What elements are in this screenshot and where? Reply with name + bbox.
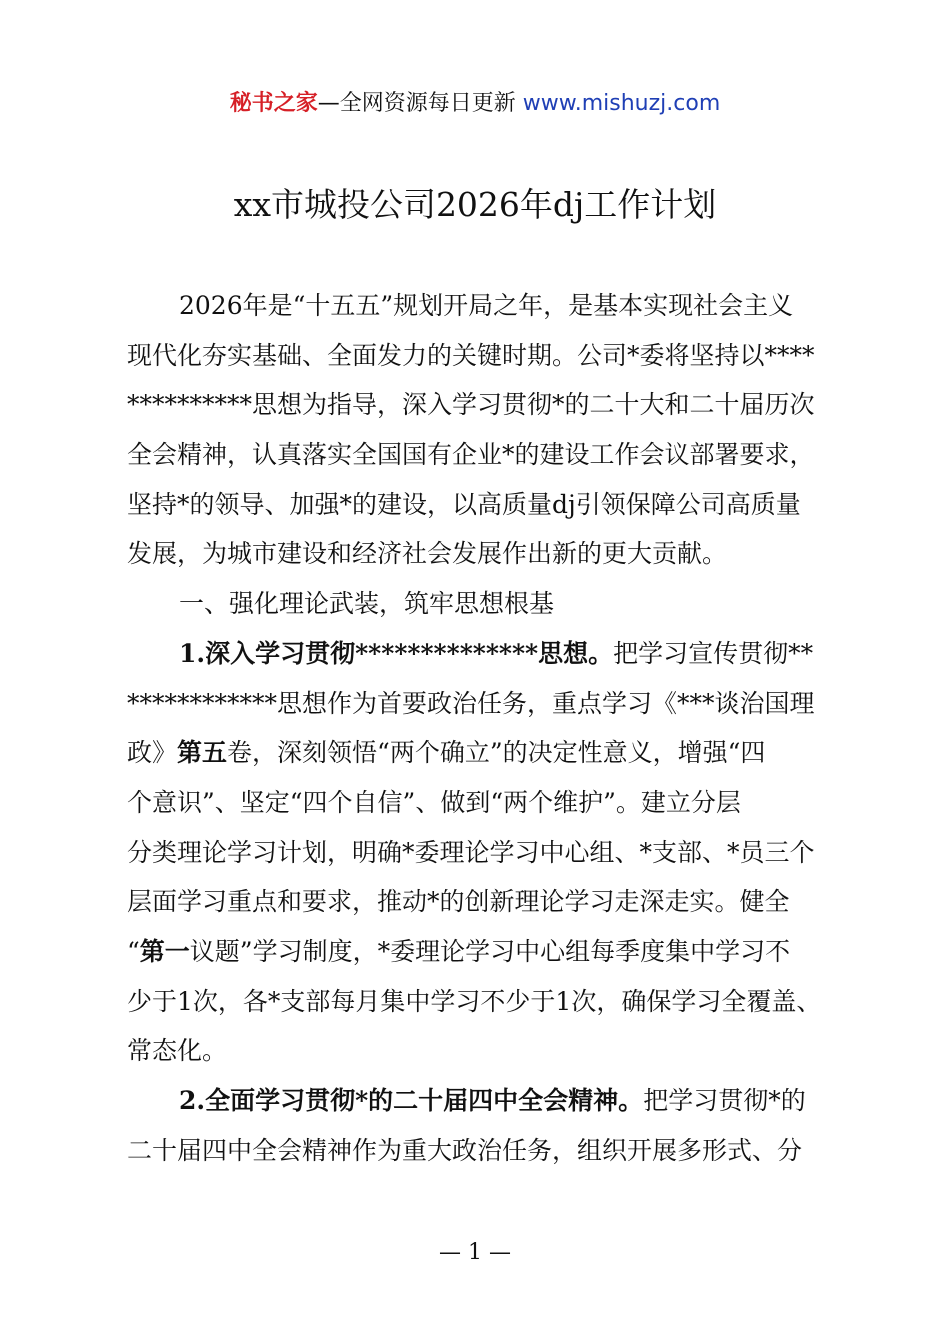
document-body — [127, 281, 837, 1175]
paragraph-line: 个意识”、坚定“四个自信”、做到“两个维护”。建立分层 — [127, 787, 741, 817]
line-text-rest: 议题”学习制度，*委理论学习中心组每季度集中学习不 — [189, 936, 791, 966]
document-title: xx市城投公司2026年dj工作计划 — [233, 185, 717, 224]
item-text: 把学习宣传贯彻** — [613, 638, 814, 668]
line-text-start: “ — [127, 936, 140, 966]
paragraph-line: 坚持*的领导、加强*的建设，以高质量dj引领保障公司高质量 — [127, 489, 801, 519]
item-text: 把学习贯彻*的 — [643, 1086, 806, 1115]
paragraph-line: **********思想为指导，深入学习贯彻*的二十大和二十届历次 — [127, 390, 815, 420]
section-heading: 一、强化理论武装，筑牢思想根基 — [179, 589, 555, 619]
bold-text: 第一 — [139, 936, 190, 966]
item-heading: 2.全面学习贯彻*的二十届四中全会精神。 — [179, 1086, 644, 1115]
line-text-rest: 卷，深刻领悟“两个确立”的决定性意义，增强“四 — [227, 738, 766, 768]
paragraph-line: 少于1次，各*支部每月集中学习不少于1次，确保学习全覆盖、 — [127, 986, 822, 1016]
paragraph-line — [127, 1076, 837, 1126]
bold-text: 第五 — [177, 738, 228, 768]
paragraph-line — [127, 927, 837, 977]
paragraph-line: ************思想作为首要政治任务，重点学习《***谈治国理 — [127, 688, 815, 718]
paragraph-line: 2026年是“十五五”规划开局之年，是基本实现社会主义 — [179, 291, 794, 320]
paragraph-line: 层面学习重点和要求，推动*的创新理论学习走深走实。健全 — [127, 887, 790, 917]
page-number: — 1 — — [439, 1240, 511, 1265]
paragraph-line: 全会精神，认真落实全国国有企业*的建设工作会议部署要求， — [127, 440, 815, 470]
banner-slogan: —全网资源每日更新 — [317, 91, 523, 116]
banner-brand: 秘书之家 — [229, 91, 318, 116]
paragraph-line — [127, 629, 837, 679]
paragraph-line: 发展，为城市建设和经济社会发展作出新的更大贡献。 — [127, 539, 728, 569]
paragraph-line: 分类理论学习计划，明确*委理论学习中心组、*支部、*员三个 — [127, 837, 815, 867]
banner-url-link[interactable]: www.mishuzj.com — [522, 91, 721, 116]
paragraph-line — [127, 728, 837, 778]
paragraph-line: 二十届四中全会精神作为重大政治任务，组织开展多形式、分 — [127, 1135, 803, 1165]
site-banner — [0, 88, 950, 120]
item-heading: 1.深入学习贯彻**************思想。 — [179, 638, 614, 668]
paragraph-line: 现代化夯实基础、全面发力的关键时期。公司*委将坚持以**** — [127, 340, 815, 370]
paragraph-line: 常态化。 — [127, 1036, 228, 1066]
line-text-start: 政》 — [127, 738, 178, 768]
